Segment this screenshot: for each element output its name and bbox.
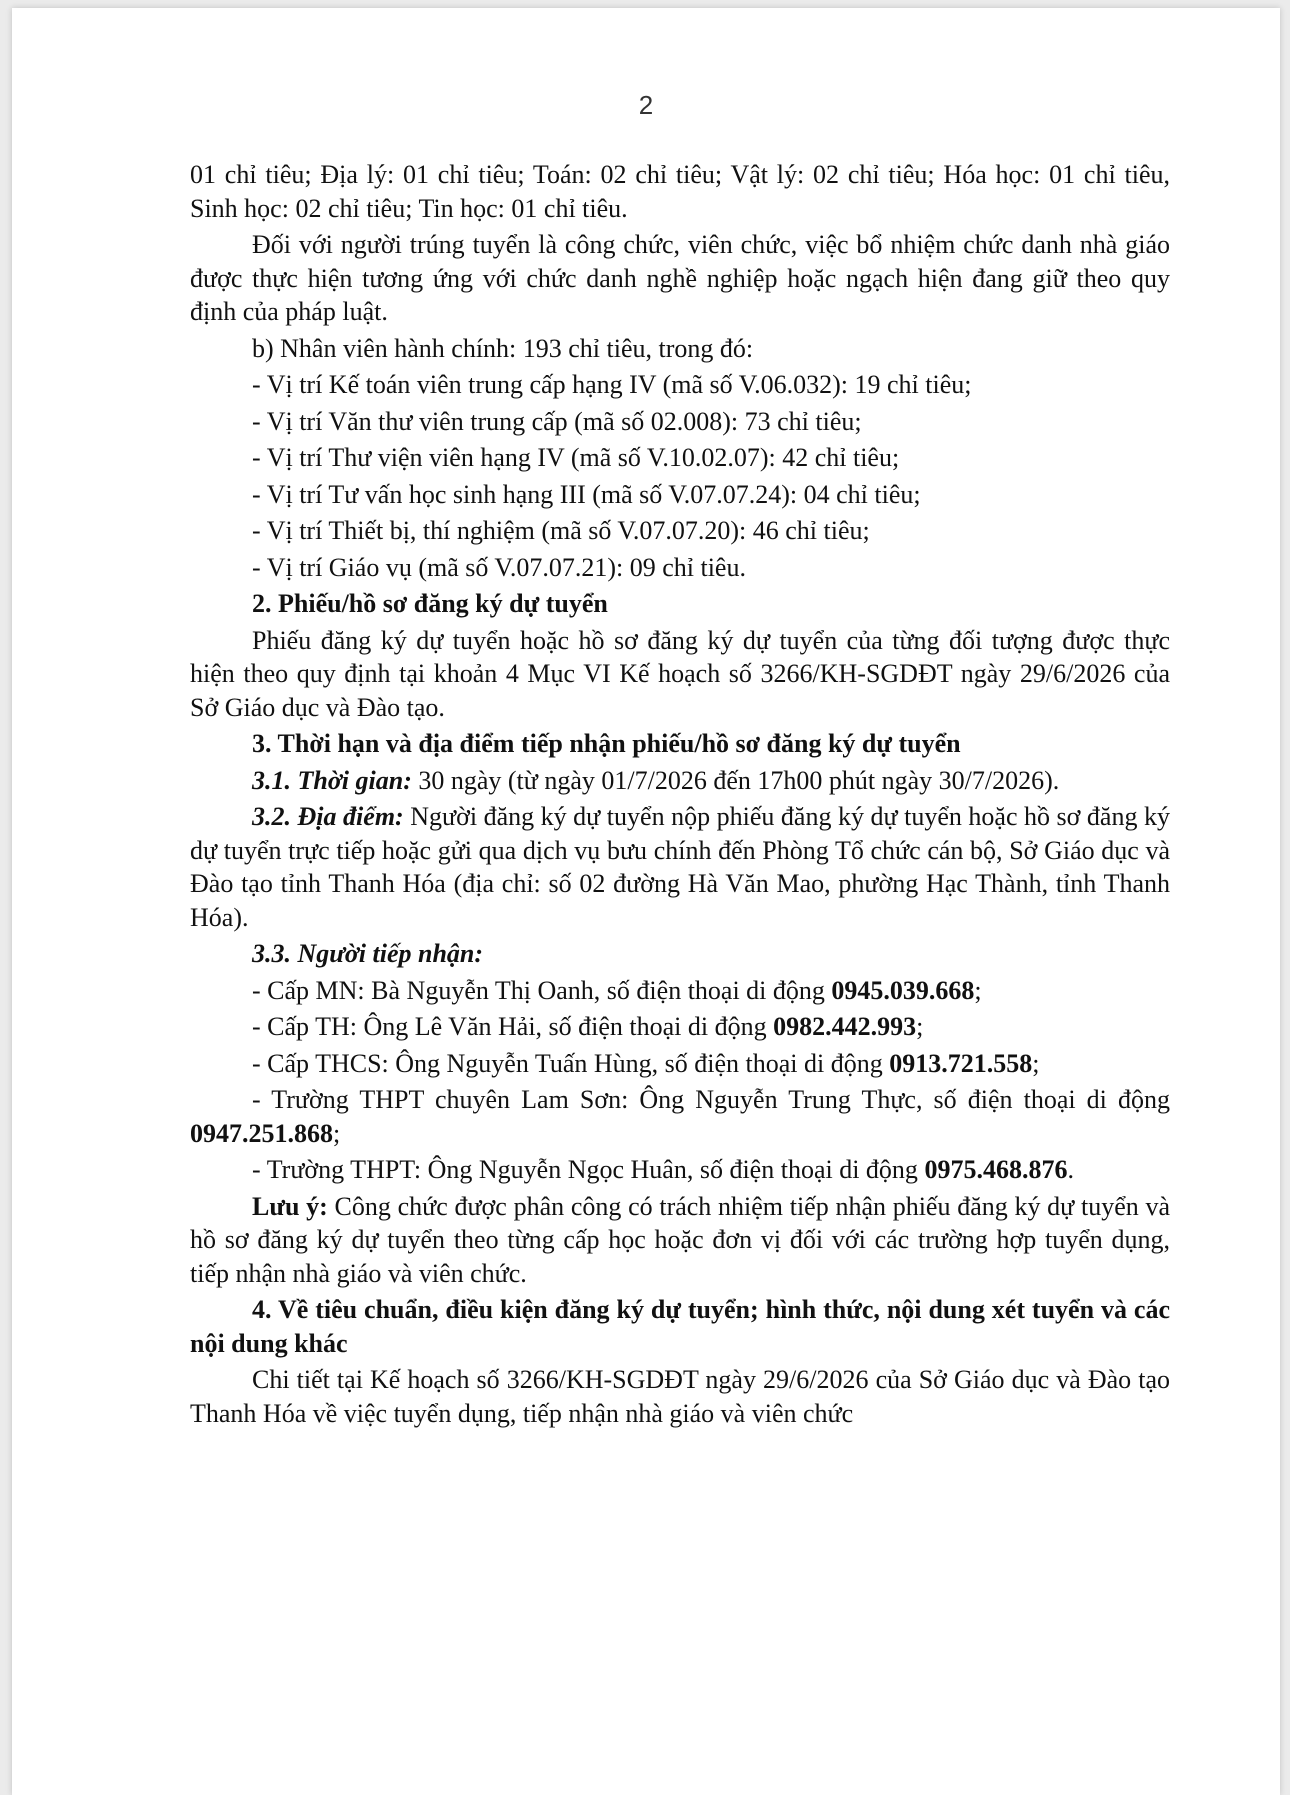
list-item-position: - Vị trí Văn thư viên trung cấp (mã số 02.008): 73 chỉ tiêu;: [252, 406, 862, 436]
paragraph-appointment: Đối với người trúng tuyển là công chức, viên chức, việc bổ nhiệm chức danh nhà giáo được thực hiện tương ứng với chức danh nghề nghiệp hoặc ngạch hiện đang giữ theo quy định của pháp luật.: [190, 230, 1170, 326]
subsection-label-3-1: 3.1. Thời gian:: [252, 765, 412, 795]
paragraph-details: Chi tiết tại Kế hoạch số 3266/KH-SGDĐT ngày 29/6/2026 của Sở Giáo dục và Đào tạo Thanh Hóa về việc tuyển dụng, tiếp nhận nhà giáo và viên chức: [190, 1365, 1170, 1428]
contact-end: ;: [333, 1118, 341, 1148]
contact-text: - Trường THPT chuyên Lam Sơn: Ông Nguyễn Trung Thực, số điện thoại di động: [252, 1085, 1170, 1114]
list-item-contact: [190, 1047, 1170, 1081]
contact-phone: 0913.721.558: [889, 1048, 1033, 1078]
subsection-text-3-2: Người đăng ký dự tuyển nộp phiếu đăng ký dự tuyển hoặc hồ sơ đăng ký dự tuyển trực tiếp hoặc gửi qua dịch vụ bưu chính đến Phòng Tổ chức cán bộ, Sở Giáo dục và Đào tạo tỉnh Thanh Hóa (địa chỉ: số 02 đường Hà Văn Mao, phường Hạc Thành, tỉnh Thanh Hóa).: [190, 802, 1170, 932]
contact-end: .: [1067, 1155, 1074, 1184]
paragraph-time: [190, 764, 1170, 798]
paragraph-quota-continued: 01 chỉ tiêu; Địa lý: 01 chỉ tiêu; Toán: 02 chỉ tiêu; Vật lý: 02 chỉ tiêu; Hóa học: 01 chỉ tiêu, Sinh học: 02 chỉ tiêu; Tin học: 01 chỉ tiêu.: [190, 160, 1170, 223]
contact-phone: 0945.039.668: [831, 975, 975, 1005]
subsection-label-3-2: 3.2. Địa điểm:: [252, 802, 404, 831]
document-page: [12, 8, 1280, 1795]
document-body: [190, 158, 1170, 1433]
contact-end: ;: [974, 975, 982, 1005]
contact-text: - Cấp TH: Ông Lê Văn Hải, số điện thoại di động: [252, 1012, 774, 1041]
note-label: Lưu ý:: [252, 1191, 328, 1221]
list-item-position: - Vị trí Kế toán viên trung cấp hạng IV (mã số V.06.032): 19 chỉ tiêu;: [252, 370, 972, 399]
contact-end: ;: [916, 1012, 924, 1041]
list-item-position: - Vị trí Thiết bị, thí nghiệm (mã số V.07.07.20): 46 chỉ tiêu;: [252, 516, 870, 545]
page-number: 2: [638, 90, 654, 120]
contact-end: ;: [1032, 1048, 1040, 1078]
list-item-position: - Vị trí Giáo vụ (mã số V.07.07.21): 09 chỉ tiêu.: [252, 552, 746, 582]
list-item-contact: [190, 1083, 1170, 1150]
paragraph-receiver: [190, 937, 1170, 971]
paragraph-location: [190, 800, 1170, 934]
paragraph-registration: Phiếu đăng ký dự tuyển hoặc hồ sơ đăng ký dự tuyển của từng đối tượng được thực hiện theo quy định tại khoản 4 Mục VI Kế hoạch số 3266/KH-SGDĐT ngày 29/6/2026 của Sở Giáo dục và Đào tạo.: [190, 625, 1170, 722]
list-item-position: - Vị trí Tư vấn học sinh hạng III (mã số V.07.07.24): 04 chỉ tiêu;: [252, 479, 921, 509]
subsection-label-3-3: 3.3. Người tiếp nhận:: [252, 939, 484, 968]
list-item-contact: [190, 1153, 1170, 1187]
contact-text: - Cấp MN: Bà Nguyễn Thị Oanh, số điện thoại di động: [252, 975, 832, 1005]
contact-phone: 0947.251.868: [190, 1118, 333, 1148]
paragraph-admin-staff: b) Nhân viên hành chính: 193 chỉ tiêu, trong đó:: [252, 333, 754, 363]
list-item-contact: [190, 1010, 1170, 1044]
contact-text: - Trường THPT: Ông Nguyễn Ngọc Huân, số điện thoại di động: [252, 1155, 925, 1184]
list-item-contact: [190, 974, 1170, 1008]
contact-text: - Cấp THCS: Ông Nguyễn Tuấn Hùng, số điện thoại di động: [252, 1048, 890, 1078]
note-text: Công chức được phân công có trách nhiệm tiếp nhận phiếu đăng ký dự tuyển và hồ sơ đăng ký dự tuyển theo từng cấp học hoặc đơn vị đối với các trường hợp tuyển dụng, tiếp nhận nhà giáo và viên chức.: [190, 1191, 1171, 1288]
paragraph-note: [190, 1190, 1170, 1291]
section-heading-4: 4. Về tiêu chuẩn, điều kiện đăng ký dự tuyển; hình thức, nội dung xét tuyển và các nội dung khác: [190, 1295, 1170, 1358]
subsection-text-3-1: 30 ngày (từ ngày 01/7/2026 đến 17h00 phút ngày 30/7/2026).: [411, 765, 1060, 795]
section-heading-2: 2. Phiếu/hồ sơ đăng ký dự tuyển: [252, 589, 608, 618]
section-heading-3: 3. Thời hạn và địa điểm tiếp nhận phiếu/hồ sơ đăng ký dự tuyển: [252, 729, 961, 758]
contact-phone: 0982.442.993: [773, 1012, 917, 1041]
contact-phone: 0975.468.876: [924, 1155, 1068, 1184]
list-item-position: - Vị trí Thư viện viên hạng IV (mã số V.10.02.07): 42 chỉ tiêu;: [252, 443, 900, 472]
